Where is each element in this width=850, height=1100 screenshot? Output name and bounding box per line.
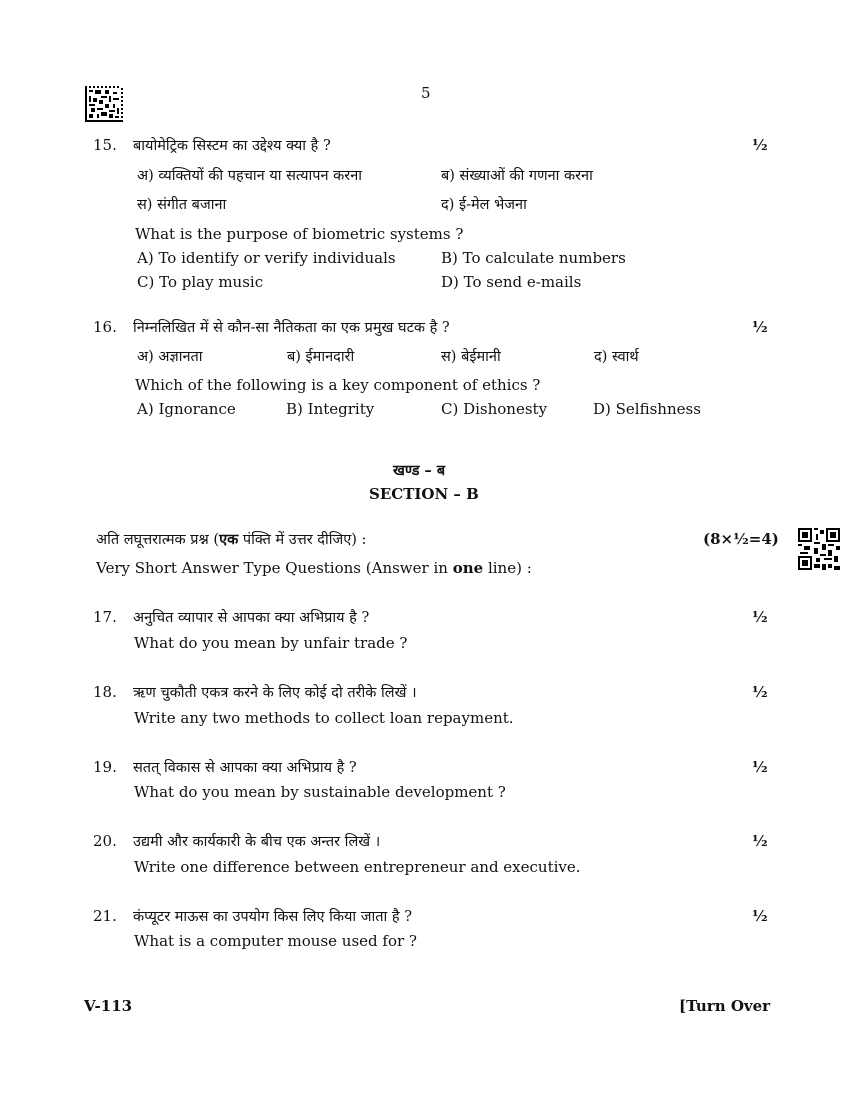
option-en: A) Ignorance: [137, 400, 236, 418]
question-text-en: What do you mean by sustainable development ?: [134, 783, 506, 801]
instruction-en-pre: Very Short Answer Type Questions (Answer in: [96, 559, 453, 577]
option-en: D) Selfishness: [593, 400, 701, 418]
instruction-en-post: line) :: [483, 559, 532, 577]
question-text-hi: अनुचित व्यापार से आपका क्या अभिप्राय है ?: [133, 610, 370, 626]
option-hi: द) ई-मेल भेजना: [441, 197, 527, 213]
option-hi: स) बेईमानी: [441, 349, 501, 365]
question-text-en: What is a computer mouse used for ?: [134, 932, 417, 950]
question-number: 19.: [93, 758, 117, 776]
option-en: A) To identify or verify individuals: [137, 249, 396, 267]
option-hi: अ) व्यक्तियों की पहचान या सत्यापन करना: [137, 168, 363, 184]
section-instruction-hi: [96, 529, 366, 549]
question-number: 20.: [93, 832, 117, 850]
question-number: 21.: [93, 907, 117, 925]
instruction-hi-post: पंक्ति में उत्तर दीजिए) :: [238, 532, 367, 548]
qr-code: [798, 528, 840, 570]
question-text-en: Write any two methods to collect loan repayment.: [134, 709, 514, 727]
question-text-hi: ऋण चुकौती एकत्र करने के लिए कोई दो तरीके लिखें ।: [133, 685, 417, 701]
question-marks: ½: [752, 683, 768, 701]
question-marks: ½: [752, 608, 768, 626]
option-en: B) Integrity: [286, 400, 375, 418]
option-hi: ब) संख्याओं की गणना करना: [441, 168, 593, 184]
page-number: 5: [421, 84, 431, 102]
question-text-en: Write one difference between entrepreneur and executive.: [134, 858, 581, 876]
option-hi: द) स्वार्थ: [594, 349, 639, 365]
option-hi: ब) ईमानदारी: [287, 349, 355, 365]
question-text-hi: बायोमेट्रिक सिस्टम का उद्देश्य क्या है ?: [133, 138, 331, 154]
question-marks: ½: [752, 758, 768, 776]
question-marks: ½: [752, 136, 768, 154]
turn-over-label: [Turn Over: [679, 997, 771, 1015]
paper-code: V-113: [84, 997, 133, 1015]
question-number: 15.: [93, 136, 117, 154]
question-text-en: What is the purpose of biometric systems ?: [135, 225, 464, 243]
section-instruction-en: [96, 559, 532, 577]
question-marks: ½: [752, 832, 768, 850]
question-marks: ½: [752, 318, 768, 336]
question-text-en: What do you mean by unfair trade ?: [134, 634, 408, 652]
question-number: 17.: [93, 608, 117, 626]
question-text-hi: सतत् विकास से आपका क्या अभिप्राय है ?: [133, 760, 357, 776]
instruction-hi-pre: अति लघूत्तरात्मक प्रश्न (: [96, 532, 220, 548]
question-marks: ½: [752, 907, 768, 925]
question-text-hi: उद्यमी और कार्यकारी के बीच एक अन्तर लिखें ।: [133, 834, 381, 850]
section-title-en: SECTION – B: [369, 485, 479, 503]
option-en: C) Dishonesty: [441, 400, 548, 418]
option-hi: अ) अज्ञानता: [137, 349, 203, 365]
section-marks: (8×½=4): [703, 530, 779, 548]
datamatrix-code: [85, 86, 123, 122]
option-hi: स) संगीत बजाना: [137, 197, 227, 213]
instruction-en-bold: one: [452, 559, 484, 577]
question-text-en: Which of the following is a key component of ethics ?: [135, 376, 541, 394]
question-text-hi: कंप्यूटर माऊस का उपयोग किस लिए किया जाता है ?: [133, 909, 413, 925]
option-en: B) To calculate numbers: [441, 249, 626, 267]
option-en: C) To play music: [137, 273, 264, 291]
section-title-hi: खण्ड – ब: [393, 462, 446, 479]
question-text-hi: निम्नलिखित में से कौन-सा नैतिकता का एक प्रमुख घटक है ?: [133, 320, 450, 336]
option-en: D) To send e-mails: [441, 273, 582, 291]
question-number: 16.: [93, 318, 117, 336]
question-number: 18.: [93, 683, 117, 701]
instruction-hi-bold: एक: [219, 531, 239, 548]
